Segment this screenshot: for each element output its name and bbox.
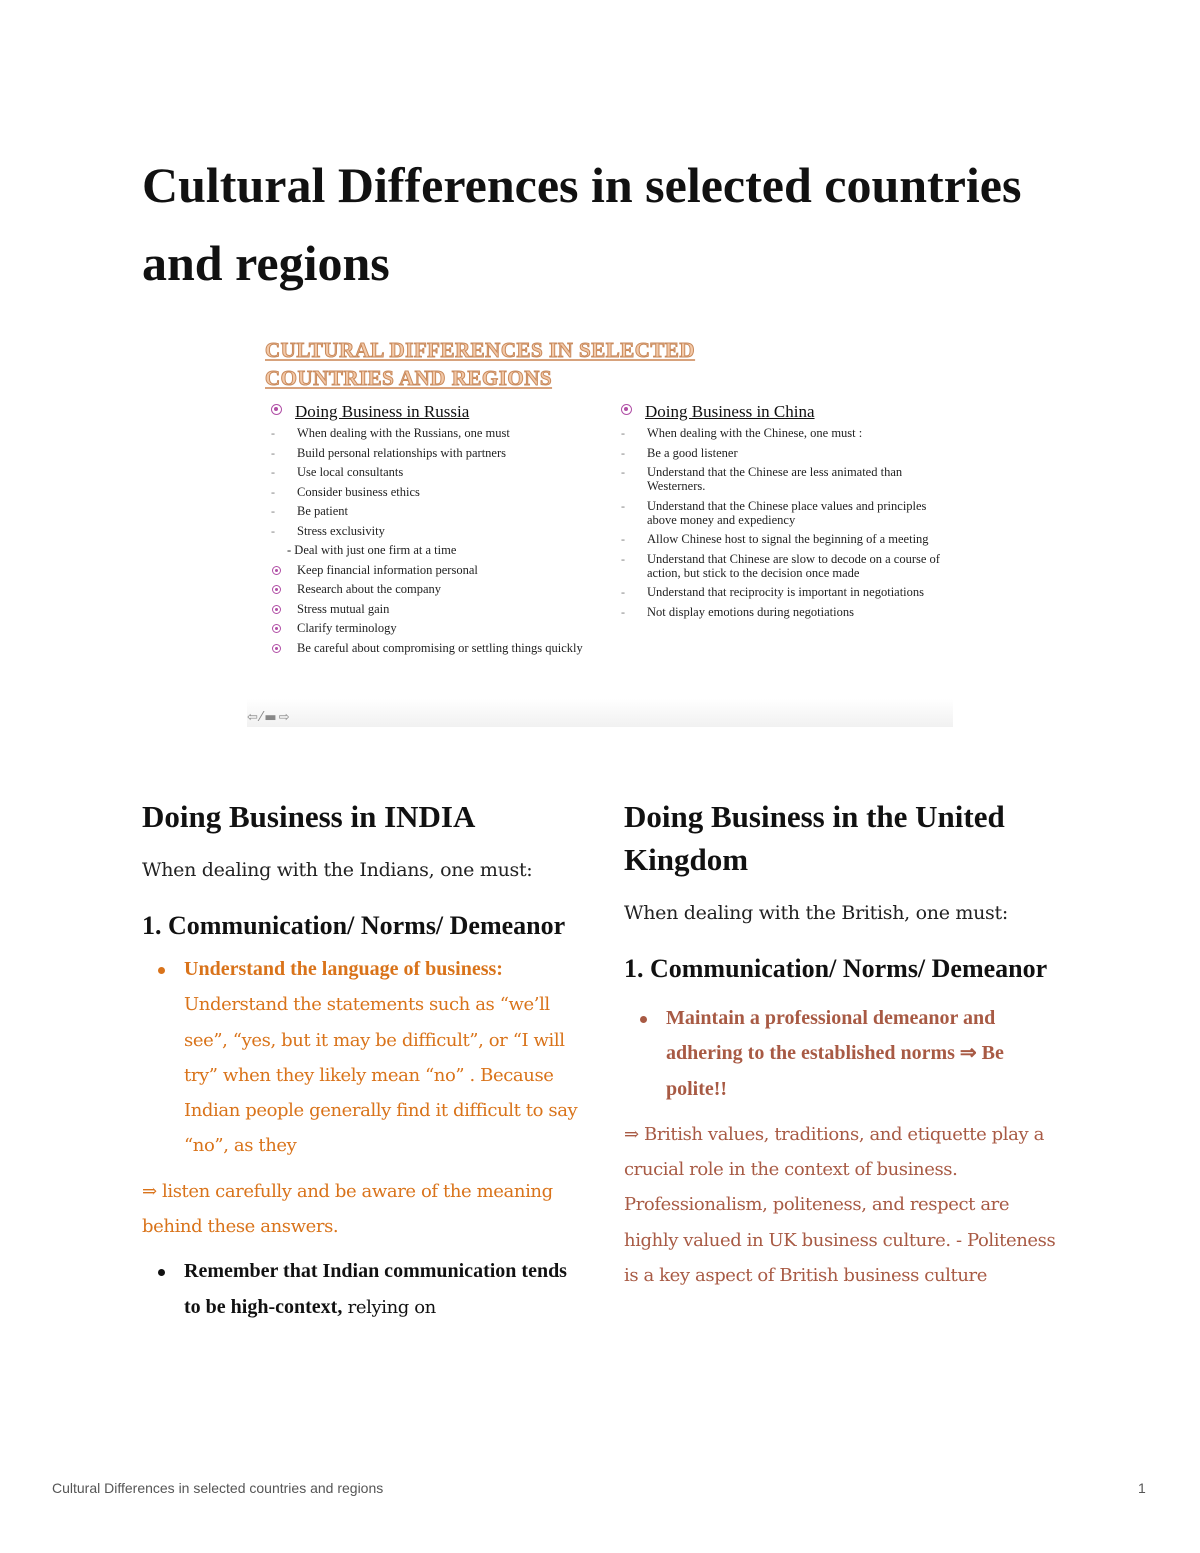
slide-item-text: Understand that Chinese are slow to decode on a course of action, but stick to the decision once made bbox=[647, 551, 940, 580]
slide-heading-line1: CULTURAL DIFFERENCES IN SELECTED bbox=[265, 338, 696, 362]
slide-item-text: Build personal relationships with partners bbox=[297, 445, 506, 460]
slide-bullet-icon bbox=[272, 566, 281, 575]
india-arrow-paragraph: ⇒ listen carefully and be aware of the meaning behind these answers. bbox=[142, 1180, 553, 1238]
dash-marker: - bbox=[621, 585, 625, 599]
slide-bullet-icon bbox=[272, 585, 281, 594]
slide-item-text: Stress mutual gain bbox=[297, 601, 390, 616]
uk-intro: When dealing with the British, one must: bbox=[624, 902, 1008, 924]
dash-marker: - bbox=[271, 426, 275, 440]
uk-list-1 bbox=[624, 1001, 1064, 1107]
slide-item-text: Understand that the Chinese place values and principles above money and expediency bbox=[647, 498, 927, 527]
slide-item-text: Understand that reciprocity is important in negotiations bbox=[647, 585, 925, 599]
slide-item-text: Allow Chinese host to signal the beginning of a meeting bbox=[647, 532, 929, 546]
slide-list-item bbox=[611, 426, 941, 440]
slide-item-text: Understand that the Chinese are less animated than Westerners. bbox=[647, 465, 903, 493]
list-item bbox=[142, 952, 582, 1164]
slide-list-item bbox=[261, 446, 591, 460]
slide-china-column bbox=[611, 402, 941, 624]
slide-item-text: Be a good listener bbox=[647, 445, 738, 460]
dash-marker: - bbox=[621, 551, 625, 566]
slide-image bbox=[247, 330, 953, 727]
slide-list-item bbox=[611, 552, 941, 580]
slide-list-item bbox=[261, 485, 591, 499]
india-column bbox=[142, 795, 582, 1325]
slide-list-item bbox=[611, 532, 941, 546]
uk-section-heading: 1. Communication/ Norms/ Demeanor bbox=[624, 954, 1048, 983]
india-list-2 bbox=[142, 1254, 582, 1325]
bullet-icon bbox=[640, 1016, 647, 1023]
india-item2-text: relying on bbox=[342, 1296, 436, 1318]
dash-marker: - bbox=[271, 504, 275, 518]
slide-russia-column bbox=[261, 402, 591, 660]
slide-item-text: When dealing with the Chinese, one must : bbox=[647, 426, 863, 440]
slide-bullet-icon bbox=[272, 624, 281, 633]
dash-marker: - bbox=[621, 426, 625, 440]
slide-list-item bbox=[261, 621, 591, 635]
slide-list-item bbox=[261, 426, 591, 440]
dash-marker: - bbox=[621, 445, 625, 460]
page-title: Cultural Differences in selected countries and regions bbox=[142, 157, 1022, 291]
slide-bullet-icon bbox=[272, 644, 281, 653]
india-item2-bold: Remember that Indian communication tends to be high-context, bbox=[184, 1260, 567, 1318]
slide-list-item bbox=[611, 585, 941, 599]
dash-marker: - bbox=[621, 604, 625, 619]
slide-bottom-bar bbox=[247, 699, 953, 727]
slide-china-title: Doing Business in China bbox=[645, 402, 815, 421]
slide-item-text: Stress exclusivity bbox=[297, 523, 385, 538]
list-item bbox=[142, 1254, 582, 1325]
slide-list-item bbox=[611, 605, 941, 619]
slide-list-item bbox=[261, 465, 591, 479]
dash-marker: - bbox=[271, 523, 275, 538]
footer-title: Cultural Differences in selected countries and regions bbox=[52, 1480, 384, 1496]
slide-bullet-icon bbox=[621, 404, 632, 415]
slide-list-item bbox=[261, 641, 591, 655]
india-list-1 bbox=[142, 952, 582, 1164]
slide-list-item bbox=[261, 582, 591, 596]
slide-item-text: Not display emotions during negotiations bbox=[647, 604, 854, 619]
uk-column bbox=[624, 795, 1064, 1303]
bullet-icon bbox=[158, 967, 165, 974]
dash-marker: - bbox=[621, 532, 625, 546]
slide-list-item bbox=[261, 602, 591, 616]
slide-bullet-icon bbox=[271, 404, 282, 415]
slide-item-text: Keep financial information personal bbox=[297, 562, 478, 577]
india-item1-bold: Understand the language of business: bbox=[184, 958, 503, 980]
slide-item-text: When dealing with the Russians, one must bbox=[297, 426, 510, 440]
slide-item-text: Clarify terminology bbox=[297, 621, 397, 635]
slide-item-text: Research about the company bbox=[297, 582, 442, 596]
india-heading: Doing Business in INDIA bbox=[142, 799, 476, 834]
slide-list-item bbox=[261, 524, 591, 538]
dash-marker: - bbox=[621, 498, 625, 513]
slide-item-text: Be careful about compromising or settling things quickly bbox=[297, 640, 583, 655]
slide-russia-plain-item: - Deal with just one firm at a time bbox=[287, 543, 457, 557]
slide-list-item bbox=[611, 465, 941, 493]
slide-heading-line2: COUNTRIES AND REGIONS bbox=[265, 366, 553, 390]
india-item1-text: Understand the statements such as “we’ll see”, “yes, but it may be difficult”, or “I will try” when they likely mean “no” . Because Indian people generally find it difficult to say “no”, as they bbox=[184, 994, 578, 1157]
slide-list-item bbox=[611, 499, 941, 527]
dash-marker: - bbox=[271, 484, 275, 499]
slide-item-text: Use local consultants bbox=[297, 465, 404, 479]
dash-marker: - bbox=[271, 445, 275, 460]
bullet-icon bbox=[158, 1269, 165, 1276]
slide-list-item bbox=[261, 504, 591, 518]
slide-russia-title: Doing Business in Russia bbox=[295, 402, 470, 421]
dash-marker: - bbox=[621, 465, 625, 479]
list-item bbox=[624, 1001, 1064, 1107]
uk-item1: Maintain a professional demeanor and adhering to the established norms ⇒ Be polite!! bbox=[666, 1007, 1004, 1100]
page-number: 1 bbox=[1138, 1480, 1146, 1496]
india-section-heading: 1. Communication/ Norms/ Demeanor bbox=[142, 911, 566, 940]
slide-list-item bbox=[261, 563, 591, 577]
uk-paragraph: ⇒ British values, traditions, and etiquette play a crucial role in the context of business. Professionalism, politeness, and respect are highly valued in UK business culture. - Politeness is a key aspect of British business culture bbox=[624, 1123, 1056, 1287]
slide-item-text: Be patient bbox=[297, 504, 349, 518]
slide-bullet-icon bbox=[272, 605, 281, 614]
slide-nav-icons: ⇦ ⁄ ▬ ⇨ bbox=[247, 710, 289, 725]
uk-heading: Doing Business in the United Kingdom bbox=[624, 799, 1005, 877]
india-intro: When dealing with the Indians, one must: bbox=[142, 859, 533, 881]
dash-marker: - bbox=[271, 465, 275, 479]
slide-item-text: Consider business ethics bbox=[297, 484, 420, 499]
slide-list-item bbox=[611, 446, 941, 460]
